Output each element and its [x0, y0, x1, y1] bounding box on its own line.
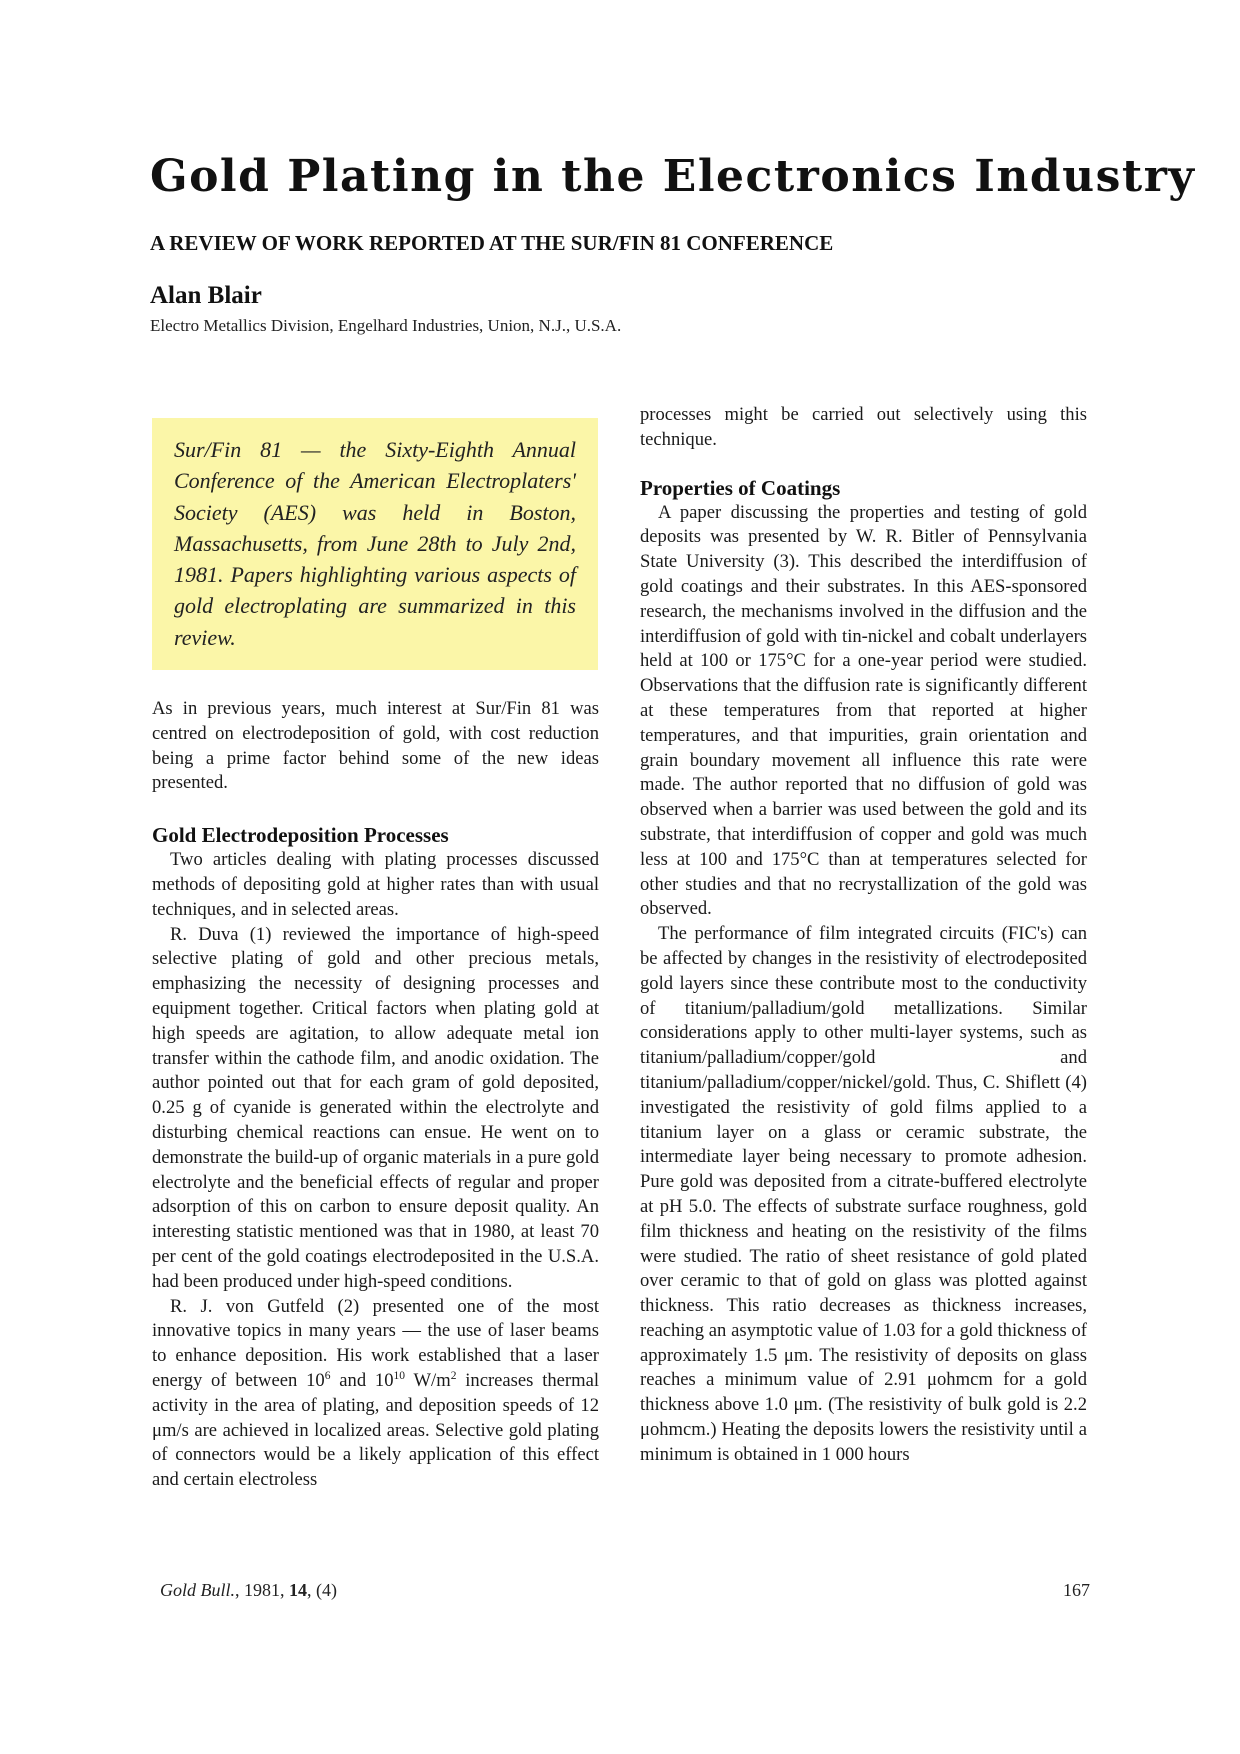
text-span: increases thermal activity in the area of plating, and deposition speeds of 12 μm/s are achieved in localized areas. Selective gold plating of connectors would be a likely application of this effect and certain electroless — [152, 1369, 599, 1491]
journal-citation — [160, 1578, 337, 1602]
paragraph: R. Duva (1) reviewed the importance of high-speed selective plating of gold and other precious metals, emphasizing the necessity of designing processes and equipment together. Critical factors when plating gold at high speeds are agitation, to allow adequate metal ion transfer within the cathode film, and anodic oxidation. The author pointed out that for each gram of gold deposited, 0.25 g of cyanide is generated within the electrolyte and disturbing chemical reactions can ensue. He went on to demonstrate the build-up of organic materials in a pure gold electrolyte and the beneficial effects of regular and proper adsorption of this on carbon to ensure deposit quality. An interesting statistic mentioned was that in 1980, at least 70 per cent of the gold coatings electrodeposited in the U.S.A. had been produced under high-speed conditions. — [152, 923, 599, 1292]
page-number: 167 — [1063, 1580, 1090, 1600]
article-title: Gold Plating in the Electronics Industry — [150, 151, 1196, 202]
left-column — [152, 697, 599, 1493]
intro-paragraph: As in previous years, much interest at Sur/Fin 81 was centred on electrodeposition of gold, with cost reduction being a prime factor behind some of the new ideas presented. — [152, 698, 599, 794]
exponent: 10 — [393, 1370, 406, 1383]
journal-name: Gold Bull. — [160, 1580, 235, 1600]
paragraph: A paper discussing the properties and testing of gold deposits was presented by W. R. Bitler of Pennsylvania State University (3). This described the interdiffusion of gold coatings and their substrates. In this AES-sponsored research, the mechanisms involved in the diffusion and the interdiffusion of gold with tin-nickel and cobalt underlayers held at 100 or 175°C for a one-year period were studied. Observations that the diffusion rate is significantly different at these temperatures from that reported at higher temperatures, and that impurities, grain orientation and grain boundary movement all influence this rate were made. The author reported that no diffusion of gold was observed when a barrier was used between the gold and its substrate, that interdiffusion of copper and gold was much less at 100 and 175°C than at temperatures selected for other studies and that no recrystallization of the gold was observed. — [640, 501, 1087, 920]
article-subtitle: A REVIEW OF WORK REPORTED AT THE SUR/FIN 81 CONFERENCE — [150, 231, 834, 255]
exponent: 2 — [450, 1370, 457, 1383]
text-span: R. J. von Gutfeld (2) presented one of the most innovative topics in many years — the use of laser beams to enhance deposition. His work established that a laser energy of between 10 — [152, 1295, 599, 1391]
section-heading-processes: Gold Electrodeposition Processes — [152, 823, 449, 848]
journal-volume: 14 — [289, 1580, 307, 1600]
paragraph: The performance of film integrated circuits (FIC's) can be affected by changes in the resistivity of electrodeposited gold layers since these contribute most to the conductivity of titanium/palladium/gold metallizations. Similar considerations apply to other multi-layer systems, such as titanium/palladium/copper/gold and titanium/palladium/copper/nickel/gold. Thus, C. Shiflett (4) investigated the resistivity of gold films applied to a titanium layer on a glass or ceramic substrate, the intermediate layer being necessary to promote adhesion. Pure gold was deposited from a citrate-buffered electrolyte at pH 5.0. The effects of substrate surface roughness, gold film thickness and heating on the resistivity of the films were studied. The ratio of sheet resistance of gold plated over ceramic to that of gold on glass was plotted against thickness. This ratio decreases as thickness increases, reaching an asymptotic value of 1.03 for a gold thickness of approximately 1.5 μm. The resistivity of deposits on glass reaches a minimum value of 2.91 μohmcm for a gold thickness above 1.0 μm. (The resistivity of bulk gold is 2.2 μohmcm.) Heating the deposits lowers the resistivity until a minimum is obtained in 1 000 hours — [640, 923, 1087, 1465]
abstract-box: Sur/Fin 81 — the Sixty-Eighth Annual Conference of the American Electroplaters' Society (AES) was held in Boston, Massachusetts, from June 28th to July 2nd, 1981. Papers highlighting various aspects of gold electroplating are summarized in this review. — [152, 418, 598, 670]
text-span: and 10 — [330, 1369, 394, 1391]
right-column — [640, 403, 1087, 1468]
exponent: 6 — [324, 1370, 331, 1383]
author-name: Alan Blair — [150, 282, 262, 309]
paragraph-laser — [152, 1295, 599, 1493]
continued-paragraph: processes might be carried out selectively using this technique. — [640, 404, 1087, 450]
journal-issue: , (4) — [307, 1580, 337, 1600]
author-affiliation: Electro Metallics Division, Engelhard Industries, Union, N.J., U.S.A. — [150, 316, 622, 335]
text-span: W/m — [405, 1369, 451, 1391]
paragraph: Two articles dealing with plating processes discussed methods of depositing gold at higher rates than with usual techniques, and in selected areas. — [152, 849, 599, 920]
section-heading-properties: Properties of Coatings — [640, 475, 841, 500]
journal-year: , 1981, — [235, 1580, 289, 1600]
